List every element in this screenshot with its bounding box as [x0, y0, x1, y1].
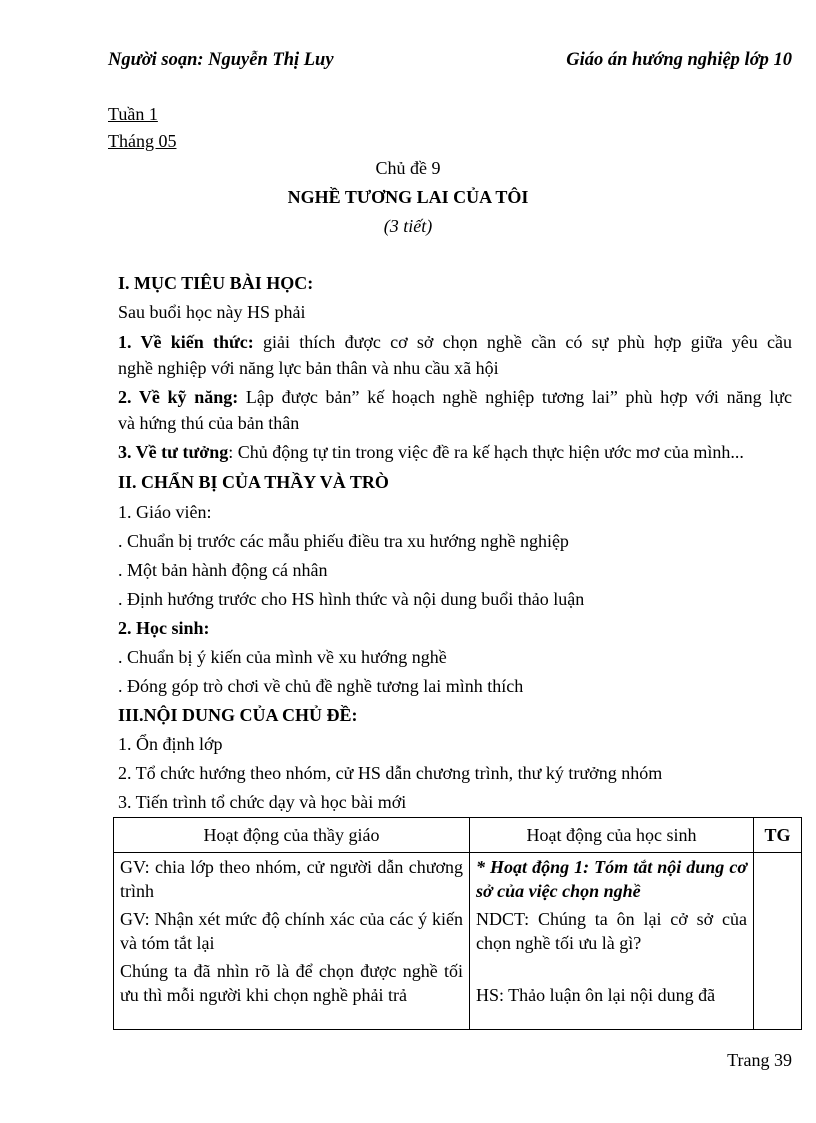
section1-intro: Sau buổi học này HS phải [118, 302, 306, 322]
topic-title: NGHỀ TƯƠNG LAI CỦA TÔI [287, 187, 529, 207]
author-name: Người soạn: Nguyễn Thị Luy [108, 50, 334, 70]
knowledge-text: giải thích được cơ sở chọn nghề cần có sự phù hợp giữa yêu cầu [253, 332, 793, 352]
attitude-label: 3. Về tư tưởng [118, 442, 229, 462]
attitude-objective [118, 442, 744, 463]
student-activity-text: HS: Thảo luận ôn lại nội dung đã [476, 985, 716, 1005]
table-row [114, 853, 802, 1030]
time-header: TG [754, 818, 802, 853]
skills-text: Lập được bản” kế hoạch nghề nghiệp tương lai” phù hợp với năng lực [238, 387, 793, 407]
student-prep-label: 2. Học sinh: [118, 618, 210, 638]
topic-number: Chủ đề 9 [375, 158, 441, 178]
teacher-activity-cell [114, 853, 470, 1030]
section3-heading: III.NỘI DUNG CỦA CHỦ ĐỀ: [118, 705, 358, 725]
student-activity-cell [470, 853, 754, 1030]
content-item: 2. Tổ chức hướng theo nhóm, cử HS dẫn chương trình, thư ký trưởng nhóm [118, 763, 663, 783]
student-prep-item: . Đóng góp trò chơi về chủ đề nghề tương lai mình thích [118, 676, 524, 696]
lesson-plan-table [113, 817, 802, 1030]
knowledge-objective [118, 332, 792, 353]
teacher-activity-header: Hoạt động của thầy giáo [114, 818, 470, 853]
week-label: Tuần 1 [108, 104, 158, 124]
student-activity-header: Hoạt động của học sinh [470, 818, 754, 853]
document-subject: Giáo án hướng nghiệp lớp 10 [566, 50, 792, 70]
content-item: 3. Tiến trình tổ chức dạy và học bài mới [118, 792, 407, 812]
teacher-prep-item: . Định hướng trước cho HS hình thức và nội dung buổi thảo luận [118, 589, 585, 609]
time-cell [754, 853, 802, 1030]
periods-label: (3 tiết) [383, 216, 433, 236]
teacher-prep-item: . Chuẩn bị trước các mẫu phiếu điều tra xu hướng nghề nghiệp [118, 531, 569, 551]
page-header [108, 50, 792, 78]
teacher-activity-text: GV: Nhận xét mức độ chính xác của các ý kiến và tóm tắt lại [120, 909, 463, 953]
activity-heading: * Hoạt động 1: Tóm tắt nội dung cơ sở của việc chọn nghề [476, 857, 747, 901]
teacher-activity-text: GV: chia lớp theo nhóm, cử người dẫn chương trình [120, 857, 463, 901]
section1-heading: I. MỤC TIÊU BÀI HỌC: [118, 273, 314, 293]
teacher-activity-text: Chúng ta đã nhìn rõ là để chọn được nghề tối ưu thì mỗi người khi chọn nghề phải trả [120, 961, 463, 1005]
attitude-text: : Chủ động tự tin trong việc đề ra kế hạch thực hiện ước mơ của mình... [228, 442, 744, 462]
teacher-prep-label: 1. Giáo viên: [118, 502, 212, 522]
student-prep-item: . Chuẩn bị ý kiến của mình về xu hướng nghề [118, 647, 447, 667]
section2-heading: II. CHẨN BỊ CỦA THẦY VÀ TRÒ [118, 472, 389, 492]
skills-label: 2. Về kỹ năng: [118, 387, 239, 407]
page-number: Trang 39 [727, 1050, 792, 1070]
skills-text-cont: và hứng thú của bản thân [118, 413, 300, 433]
month-label: Tháng 05 [108, 131, 177, 151]
knowledge-label: 1. Về kiến thức: [118, 332, 254, 352]
skills-objective [118, 387, 792, 408]
teacher-prep-item: . Một bản hành động cá nhân [118, 560, 328, 580]
content-item: 1. Ổn định lớp [118, 734, 223, 754]
knowledge-text-cont: nghề nghiệp với năng lực bản thân và nhu cầu xã hội [118, 358, 499, 378]
table-header-row [114, 818, 802, 853]
student-activity-text: NDCT: Chúng ta ôn lại cở sở của chọn nghề tối ưu là gì? [476, 909, 747, 953]
